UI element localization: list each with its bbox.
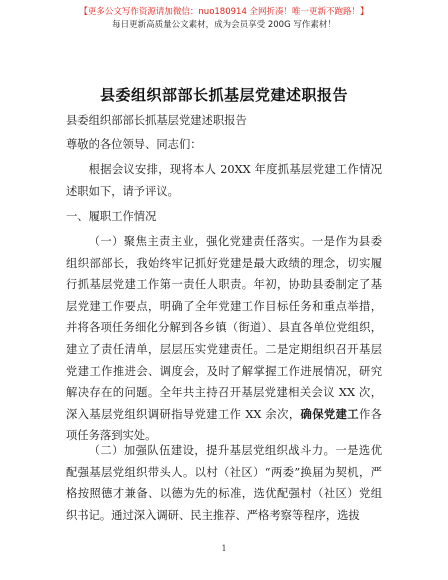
section-heading-1: 一、履职工作情况 — [66, 210, 157, 223]
subtitle-line: 县委组织部部长抓基层党建述职报告 — [66, 114, 247, 127]
paragraph-1 — [66, 231, 382, 447]
paragraph-1-tail: 作各项任务落到实处。 — [66, 407, 382, 443]
paragraph-1-bold: 确保党建工 — [300, 406, 359, 421]
promo-banner — [0, 6, 448, 32]
salutation: 尊敬的各位领导、同志们： — [66, 138, 202, 151]
page-number: 1 — [221, 544, 227, 553]
paragraph-1-main: （一）聚焦主责主业，强化党建责任落实。一是作为县委组织部部长，我始终牢记抓好党建是最大政绩的理念，切实履行抓基层党建工作第一责任人职责。年初，协助县委制定了基层党建工作要点，明确了全年党建工作目标任务和重点举措，并将各项任务细化分解到各乡镇（街道）、县直各单位党组织，建立了责任清单，层层压实党建责任。二是定期组织召开基层党建工作推进会、调度会，及时了解掌握工作进展情况，研究解决存在的问题。全年共主持召开基层党建相关会议 XX 次，深入基层党组织调研指导党建工作 XX 余次， — [66, 235, 382, 421]
promo-line-1: 【更多公文写作资源请加微信：nuo180914 全网折凑！唯一更新不跑路！】 — [79, 7, 369, 17]
paragraph-2: （二）加强队伍建设，提升基层党组织战斗力。一是选优配强基层党组织带头人。以村（社区）“两委”换届为契机，严格按照德才兼备、以德为先的标准，选优配强村（社区）党组织书记。通过深入调研、民主推荐、严格考察等程序，选拔 — [66, 444, 382, 522]
intro-paragraph: 根据会议安排，现将本人 20XX 年度抓基层党建工作情况述职如下，请予评议。 — [66, 163, 382, 198]
document-title: 县委组织部部长抓基层党建述职报告 — [99, 86, 348, 104]
promo-line-2: 每日更新高质量公文素材，成为会员享受 200G 写作素材！ — [112, 20, 336, 30]
